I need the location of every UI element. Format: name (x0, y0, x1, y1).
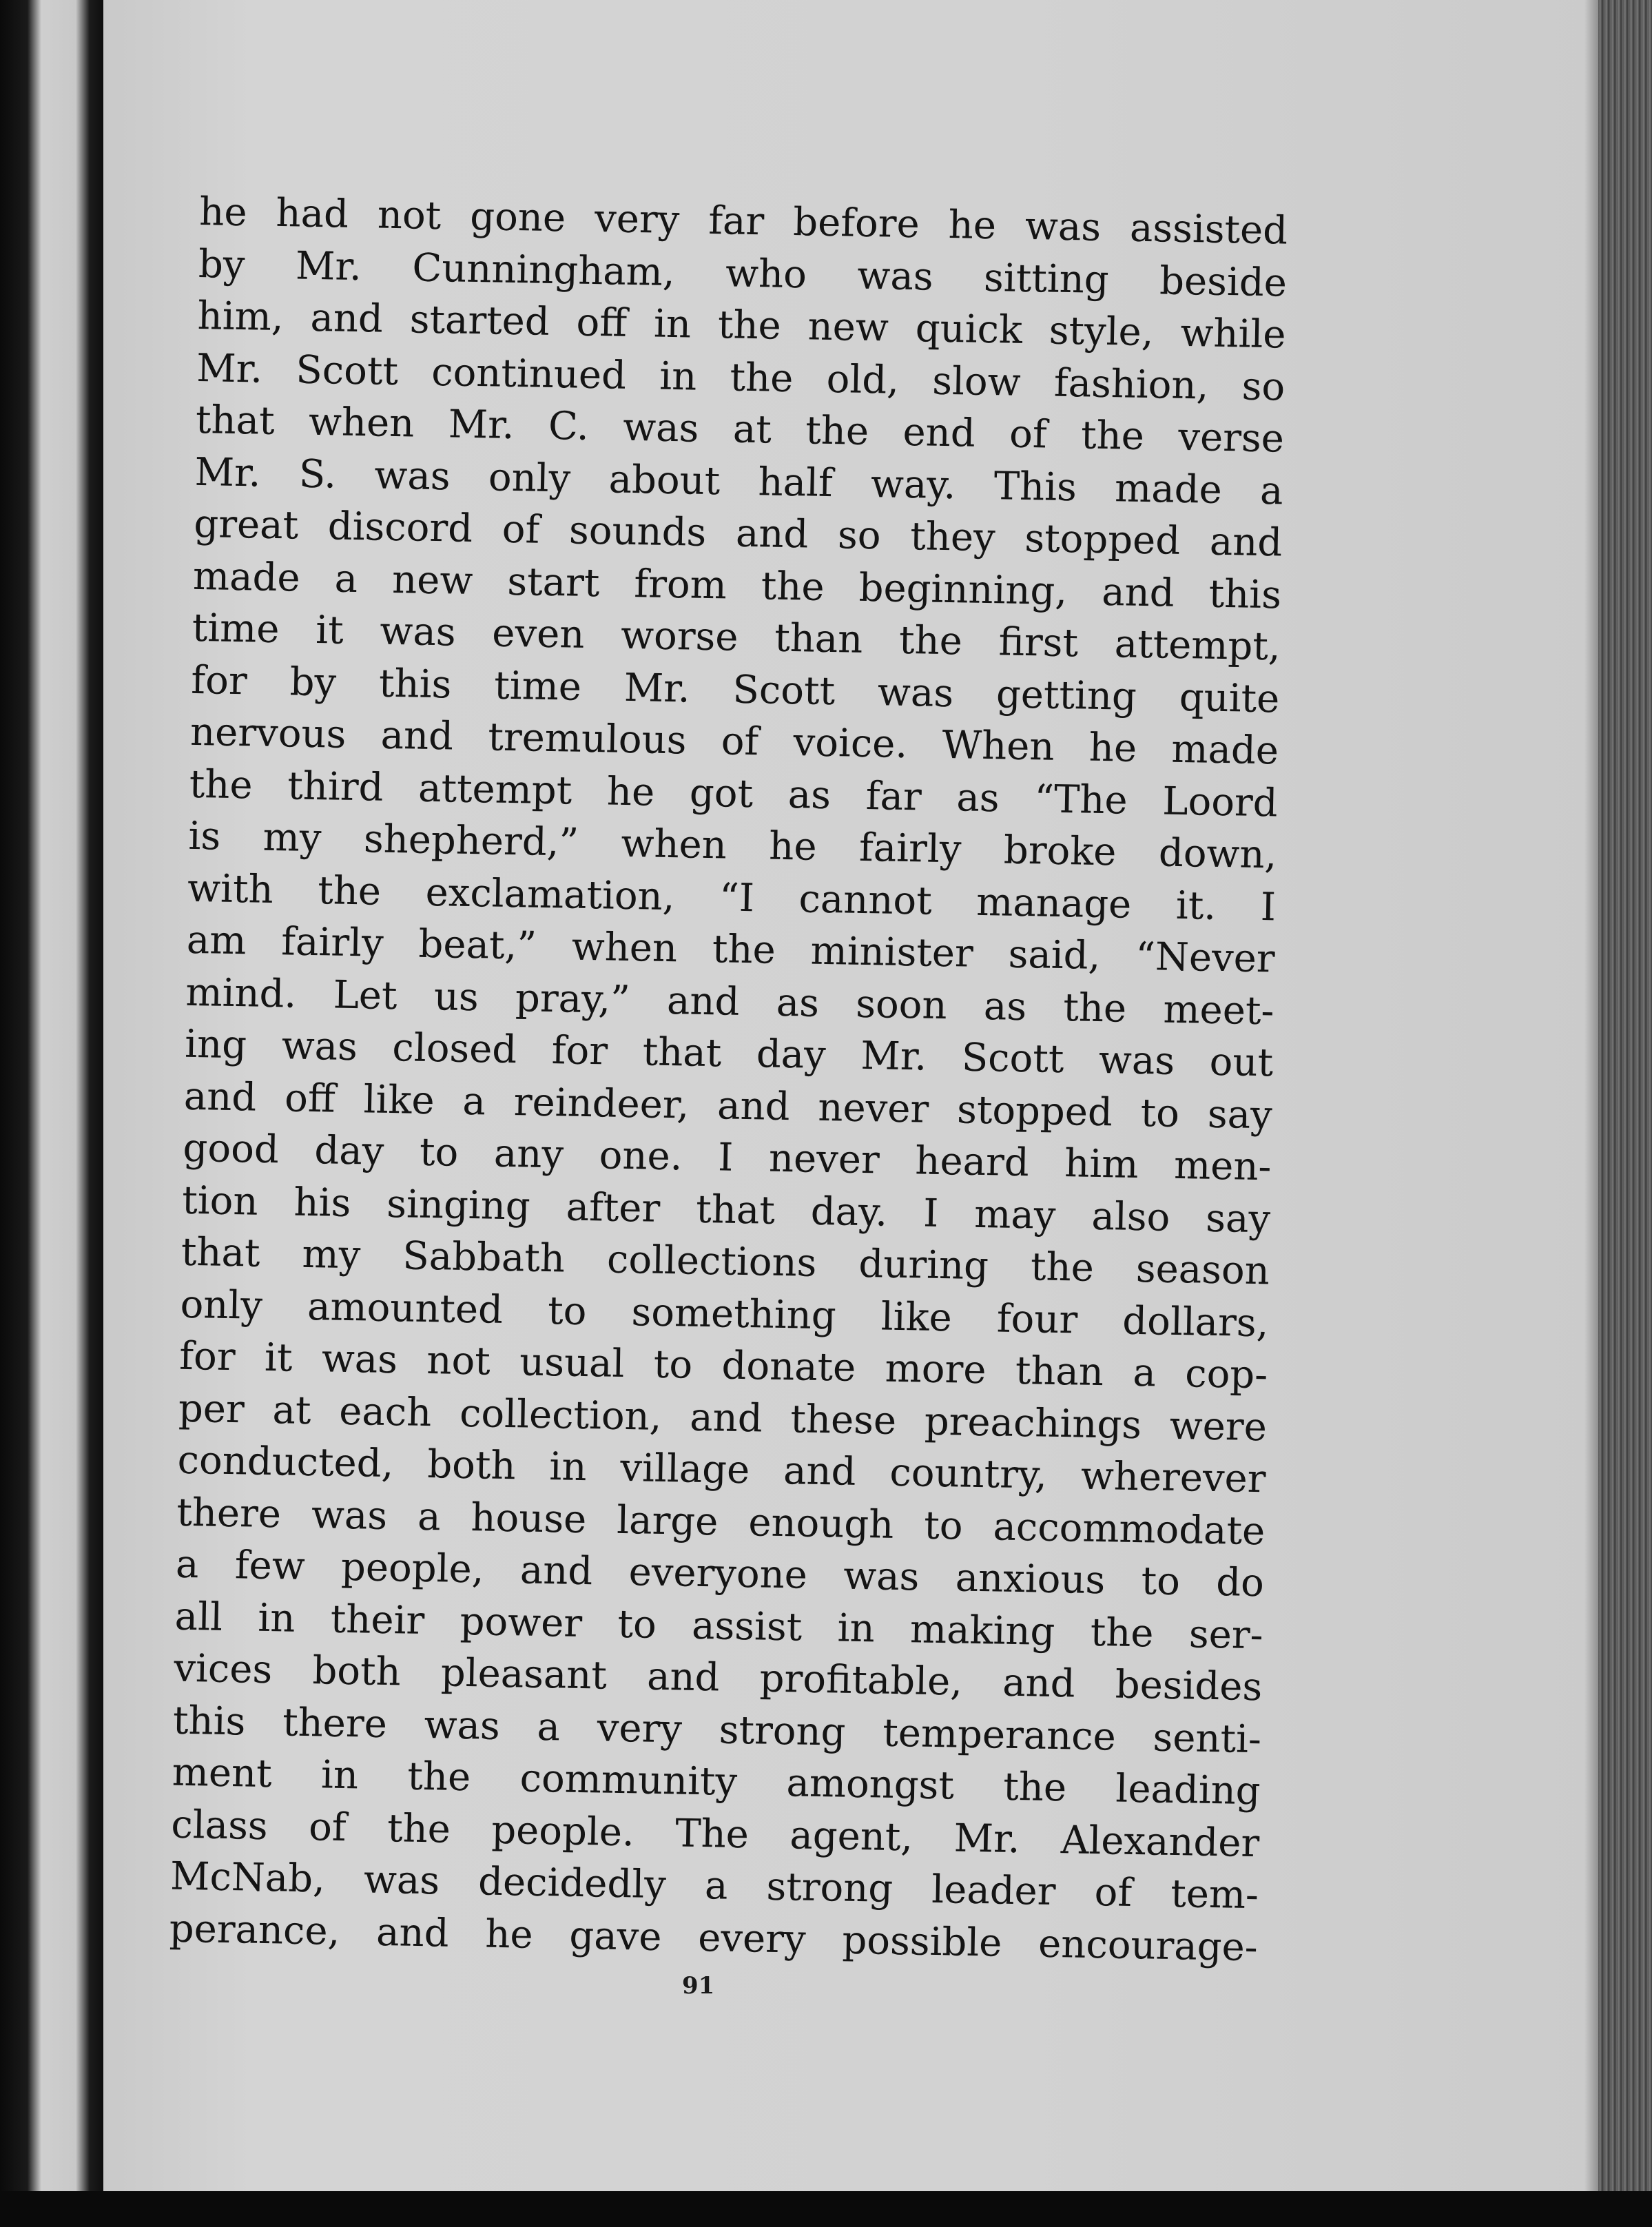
text-line: made a new start from the beginning, and this (192, 553, 1282, 617)
text-line: ing was closed for that day Mr. Scott was out (184, 1021, 1274, 1086)
text-line: time it was even worse than the first attempt, (192, 605, 1281, 670)
text-line: the third attempt he got as far as “The Loord (189, 761, 1279, 825)
text-line: for by this time Mr. Scott was getting quite (190, 657, 1280, 721)
text-line: nervous and tremulous of voice. When he made (189, 709, 1279, 774)
text-line: ment in the community amongst the leading (172, 1749, 1261, 1814)
text-line: Mr. S. was only about half way. This made a (194, 449, 1284, 514)
page-number: 91 (682, 1972, 715, 2000)
text-line: that when Mr. C. was at the end of the verse (195, 397, 1285, 462)
text-line: a few people, and everyone was anxious to do (175, 1541, 1265, 1606)
text-line: per at each collection, and these preachings were (178, 1386, 1268, 1450)
text-line: Mr. Scott continued in the old, slow fashion, so (196, 345, 1286, 410)
text-line: all in their power to assist in making the ser- (174, 1594, 1264, 1658)
text-line: that my Sabbath collections during the season (180, 1229, 1270, 1294)
text-line: perance, and he gave every possible encourage- (169, 1906, 1259, 1970)
text-line: he had not gone very far before he was assisted (198, 189, 1288, 254)
book-gutter (0, 0, 103, 2227)
text-line: only amounted to something like four dollars, (180, 1282, 1270, 1346)
text-line: am fairly beat,” when the minister said, “Never (186, 917, 1276, 982)
text-line: him, and started off in the new quick style, while (197, 293, 1287, 358)
text-line: McNab, was decidedly a strong leader of tem- (169, 1854, 1259, 1918)
text-line: conducted, both in village and country, wherever (177, 1437, 1267, 1502)
text-line: by Mr. Cunningham, who was sitting beside (198, 241, 1288, 306)
text-line: great discord of sounds and so they stopped and (193, 501, 1283, 566)
text-line: tion his singing after that day. I may also say (181, 1178, 1271, 1242)
text-line: class of the people. The agent, Mr. Alexander (170, 1802, 1260, 1866)
book-edge (1598, 0, 1652, 2227)
text-line: vices both pleasant and profitable, and besides (173, 1645, 1263, 1710)
text-line: with the exclamation, “I cannot manage it. I (187, 865, 1277, 930)
text-line: good day to any one. I never heard him men- (183, 1125, 1272, 1190)
text-line: there was a house large enough to accommodate (176, 1490, 1266, 1554)
text-line: is my shepherd,” when he fairly broke down, (187, 813, 1277, 878)
page-edge-shadow (1584, 0, 1600, 2227)
scan-bottom-border (0, 2191, 1652, 2227)
body-text (169, 186, 1288, 1973)
text-line: this there was a very strong temperance senti- (172, 1698, 1262, 1762)
text-line: for it was not usual to donate more than a cop- (178, 1333, 1268, 1398)
text-line: and off like a reindeer, and never stopped to say (183, 1074, 1273, 1138)
text-line: mind. Let us pray,” and as soon as the meet- (185, 969, 1274, 1034)
